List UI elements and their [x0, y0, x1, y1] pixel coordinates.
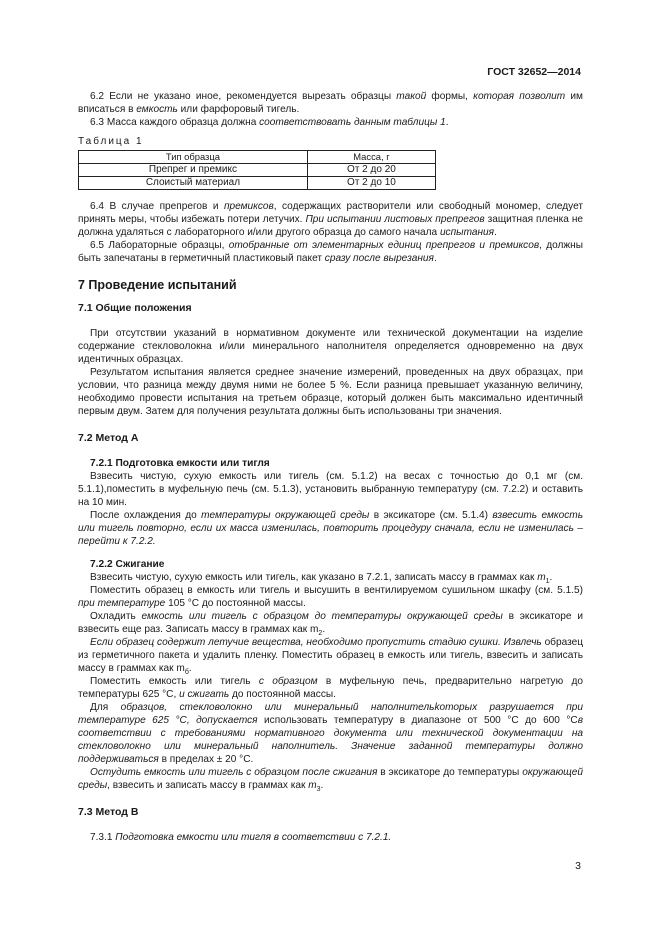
document-header-id: ГОСТ 32652—2014	[487, 66, 581, 78]
section-7-2-title: 7.2 Метод А	[78, 432, 139, 444]
section-7-2-2-title: 7.2.2 Сжигание	[90, 559, 165, 570]
paragraph-7-2-2-4: Если образец содержит летучие вещества, необходимо пропустить стадию сушки. Извлечь образец из герметичного пакета и удалить пленку. Поместить образец в емкость или тигель, взвесить и записать массу в граммах как $m_б$.	[78, 637, 583, 677]
table-cell: От 2 до 10	[307, 177, 435, 190]
section-7-title: 7 Проведение испытаний	[78, 278, 237, 292]
page-number: 3	[575, 860, 581, 872]
paragraph-7-2-2-5: Поместить емкость или тигель с образцом в муфельную печь, предварительно нагретую до температуры 625 °С, и сжигать до постоянной массы.	[78, 676, 583, 700]
section-7-3-title: 7.3 Метод В	[78, 806, 139, 818]
table-cell: От 2 до 20	[307, 164, 435, 177]
paragraph-6-5: 6.5 Лабораторные образцы, отобранные от элементарных единиц препрегов и премиксов, должны быть запечатаны в герметичный пластиковый пакет сразу после вырезания.	[78, 240, 583, 264]
table-header-cell: Масса, г	[307, 151, 435, 164]
paragraph-7-2-2-6: Для образцов, стекловолокно или минеральный наполнительkоторых разрушается при температуре 625 °С, допускается использовать температуру в диапазоне от 500 °С до 600 °Св соответствии с требованиями нормативного документа или технической документации на стекловолокно или минеральный наполнитель. Значение заданной температуры должно поддерживаться в пределах ± 20 °С.	[78, 702, 583, 765]
paragraph-7-2-2-1: Взвесить чистую, сухую емкость или тигель, как указано в 7.2.1, записать массу в граммах как $m_1$.	[90, 572, 553, 586]
paragraph-7-2-2-3: Охладить емкость или тигель с образцом до температуры окружающей среды в эксикаторе и взвесить еще раз. Записать массу в граммах как $m_2$.	[78, 611, 583, 638]
paragraph-7-3-1: 7.3.1 Подготовка емкости или тигля в соответствии с 7.2.1.	[90, 832, 392, 843]
paragraph-7-2-1-1: Взвесить чистую, сухую емкость или тигель (см. 5.1.2) на весах с точностью до 0,1 мг (см. 5.1.1),поместить в муфельную печь (см. 5.1.3), установить выбранную температуру (см. 7.2.2) и оставить на 10 мин.	[78, 471, 583, 508]
paragraph-6-2: 6.2 Если не указано иное, рекомендуется вырезать образцы такой формы, которая позволит им вписаться в емкость или фарфоровый тигель.	[78, 91, 583, 115]
table-cell: Препрег и премикс	[79, 164, 308, 177]
table-cell: Слоистый материал	[79, 177, 308, 190]
paragraph-7-1-1: При отсутствии указаний в нормативном документе или технической документации на изделие содержание стекловолокна и/или минерального наполнителя определяется одновременно на двух идентичных образцах.	[78, 328, 583, 365]
document-body	[78, 90, 583, 844]
section-7-1-title: 7.1 Общие положения	[78, 302, 192, 314]
table-row	[79, 177, 436, 190]
paragraph-7-2-1-2: После охлаждения до температуры окружающей среды в эксикаторе (см. 5.1.4) взвесить емкость или тигель повторно, если их масса изменилась, повторить процедуру сначала, если не изменилась – перейти к 7.2.2.	[78, 510, 584, 547]
table-header-row	[79, 151, 436, 164]
paragraph-7-2-2-7: Остудить емкость или тигель с образцом после сжигания в эксикаторе до температуры окружающей среды, взвесить и записать массу в граммах как $m_3$.	[78, 767, 583, 794]
paragraph-7-1-2: Результатом испытания является среднее значение измерений, проведенных на двух образцах, при условии, что разница между двумя ними не более 5 %. Если разница превышает указанную величину, необходимо провести испытания на третьем образце, который должен быть максимально идентичный первым двум. Затем для получения результата должны быть использованы три значения.	[78, 367, 583, 417]
table-header-cell: Тип образца	[79, 151, 308, 164]
paragraph-6-4: 6.4 В случае препрегов и премиксов, содержащих растворители или свободный мономер, следует принять меры, чтобы избежать потери летучих. При испытании листовых препрегов защитная пленка не должна удаляться с лабораторного и/или другого образца до самого начала испытания.	[78, 201, 584, 238]
paragraph-6-3: 6.3 Масса каждого образца должна соответствовать данным таблицы 1.	[90, 117, 449, 128]
table-row	[79, 164, 436, 177]
section-7-2-1-title: 7.2.1 Подготовка емкости или тигля	[90, 458, 270, 469]
paragraph-7-2-2-2: Поместить образец в емкость или тигель и высушить в вентилируемом сушильном шкафу (см. 5.1.5) при температуре 105 °С до постоянной массы.	[78, 585, 583, 609]
sample-mass-table	[78, 150, 436, 190]
table-caption: Таблица 1	[78, 136, 144, 147]
